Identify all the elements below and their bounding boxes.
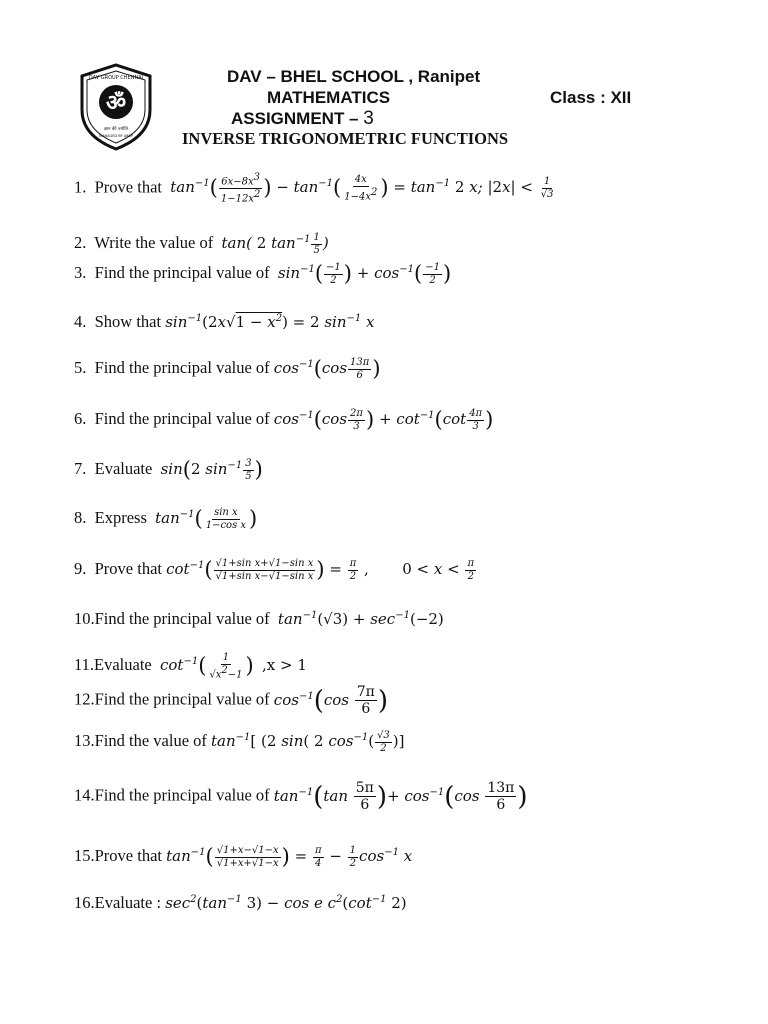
question-5: [74, 357, 381, 381]
math-expression: sin(2 $\sin^{-1}$ $\frac{3}{5}$ ): [160, 457, 263, 482]
math-expression: $\tan^{-1}$[ (2 sin( 2 $\cos^{-1}$( $\frac{√3}{2}$ )]: [211, 730, 405, 754]
question-number: 9.: [74, 559, 87, 578]
question-text: Find the principal value of: [94, 358, 270, 377]
assignment-number: 3: [363, 108, 374, 129]
question-text: Find the principal value of: [94, 689, 270, 709]
math-expression: $\cot^{-1}$( $\frac{1}{√x^2-1}$ ): [159, 652, 254, 680]
math-expression: $\sin^{-1}$( $\frac{-1}{2}$ ) + $\cos^{-1}$( $\frac{-1}{2}$ ): [277, 261, 452, 286]
question-number: 16.: [74, 893, 95, 912]
question-12: [74, 684, 388, 717]
question-number: 5.: [74, 358, 87, 377]
question-text: Evaluate: [94, 459, 153, 478]
question-text: Find the value of: [94, 731, 207, 750]
school-logo-emblem: [76, 62, 156, 152]
question-number: 15.: [74, 846, 95, 865]
svg-text:MANAGED BY ARSP: MANAGED BY ARSP: [99, 134, 133, 138]
question-15: [74, 845, 412, 869]
question-1: [74, 172, 556, 205]
question-text: Prove that: [94, 177, 162, 197]
class-label: Class : XII: [550, 88, 632, 107]
math-expression: $\tan^{-1}$( $\frac{6x-8x^3}{1-12x^2}$ ) − $\tan^{-1}$( $\frac{4x}{1-4x^2}$ ) = $\tan^{-1} 2$ x; |2x| < $\frac{1}{√3}$: [170, 172, 554, 205]
math-expression: $\cot^{-1}$( $\frac{\text{√1+sin x+√1−sin x}}{\text{√1+sin x−√1−sin x}}$ ) = $\frac{\pi}{2}$ , 0 < x < $\frac{\pi}{2}$: [166, 557, 475, 582]
subject-title: MATHEMATICS: [267, 88, 391, 107]
math-expression: $\cos^{-1}(\cos$ $\frac{7\pi}{6}$ ): [273, 684, 389, 718]
question-6: [74, 408, 493, 432]
question-number: 2.: [74, 233, 87, 252]
question-text: Find the principal value of: [94, 785, 270, 805]
math-expression: $\sin^{-1}(2x√1 - x^2) = 2$ $\sin^{-1} x$: [165, 313, 375, 331]
question-2: [74, 232, 329, 256]
question-4: [74, 312, 374, 332]
assignment-label: ASSIGNMENT –: [231, 109, 359, 128]
question-number: 4.: [74, 312, 87, 331]
svg-text:ज्ञान की ज्योति: ज्ञान की ज्योति: [103, 127, 129, 132]
question-number: 12.: [74, 689, 95, 709]
assignment-heading: [231, 108, 374, 130]
question-number: 11.: [74, 655, 95, 675]
question-text: Find the principal value of: [94, 609, 270, 628]
question-number: 13.: [74, 731, 95, 750]
question-number: 7.: [74, 459, 87, 478]
question-number: 10.: [74, 609, 95, 628]
question-11: 11.Evaluate $\cot^{-1}$( $\frac{1}{√x^2-1}$ ) ,x > 1: [74, 652, 307, 680]
math-expression: tan( 2 $\tan^{-1}$ $\frac{1}{5}$ ): [221, 232, 329, 256]
question-number: 14.: [74, 785, 95, 805]
question-8: [74, 507, 257, 531]
school-name: DAV – BHEL SCHOOL , Ranipet: [227, 67, 481, 86]
math-expression: $\tan^{-1}(√3) + \sec^{-1}(-2)$: [277, 610, 444, 628]
svg-text:ॐ: ॐ: [105, 91, 127, 116]
math-expression: $\sec^2(\tan^{-1}$ 3) − cos e $c^2(\cot^{-1}$ 2): [165, 894, 407, 912]
question-text: Find the principal value of: [94, 409, 270, 428]
question-text: Write the value of: [94, 233, 214, 252]
question-number: 1.: [74, 177, 87, 197]
question-16: [74, 893, 407, 913]
question-text: Prove that: [94, 846, 162, 865]
question-14: [74, 780, 527, 813]
math-expression: $\cos^{-1}(\cos$ $\frac{2\pi}{3}$ ) + $\cot^{-1}(\cot$ $\frac{4\pi}{3}$ ): [273, 407, 494, 432]
svg-text:DAV GROUP CHENNAI: DAV GROUP CHENNAI: [88, 75, 144, 81]
math-expression: $\tan^{-1}$( $\frac{√1+x-√1-x}{√1+x+√1-x}$ ) = $\frac{\pi}{4}$ − $\frac{1}{2}$ $\cos^{-1} x$: [166, 844, 413, 869]
math-expression: $\tan^{-1}(\tan$ $\frac{5\pi}{6}$ )+ $\cos^{-1}(\cos$ $\frac{13\pi}{6}$ ): [273, 780, 528, 814]
question-text: Evaluate: [94, 655, 152, 675]
question-text: Evaluate :: [94, 893, 162, 912]
question-text: Find the principal value of: [94, 263, 270, 282]
question-number: 3.: [74, 263, 87, 282]
question-7: [74, 458, 263, 482]
question-text: Prove that: [94, 559, 162, 578]
question-number: 6.: [74, 409, 87, 428]
question-13: [74, 730, 405, 754]
math-expression: $\cos^{-1}(\cos$ $\frac{13\pi}{6}$ ): [273, 356, 381, 381]
question-3: [74, 262, 451, 286]
math-expression: $\tan^{-1}$( $\frac{\text{sin x}}{\text{1−cos x}}$ ): [155, 506, 258, 531]
topic-title: INVERSE TRIGONOMETRIC FUNCTIONS: [182, 129, 509, 148]
question-10: [74, 609, 444, 629]
question-text: Express: [94, 508, 147, 527]
question-text: Show that: [94, 312, 162, 331]
question-9: [74, 558, 477, 582]
question-number: 8.: [74, 508, 87, 527]
